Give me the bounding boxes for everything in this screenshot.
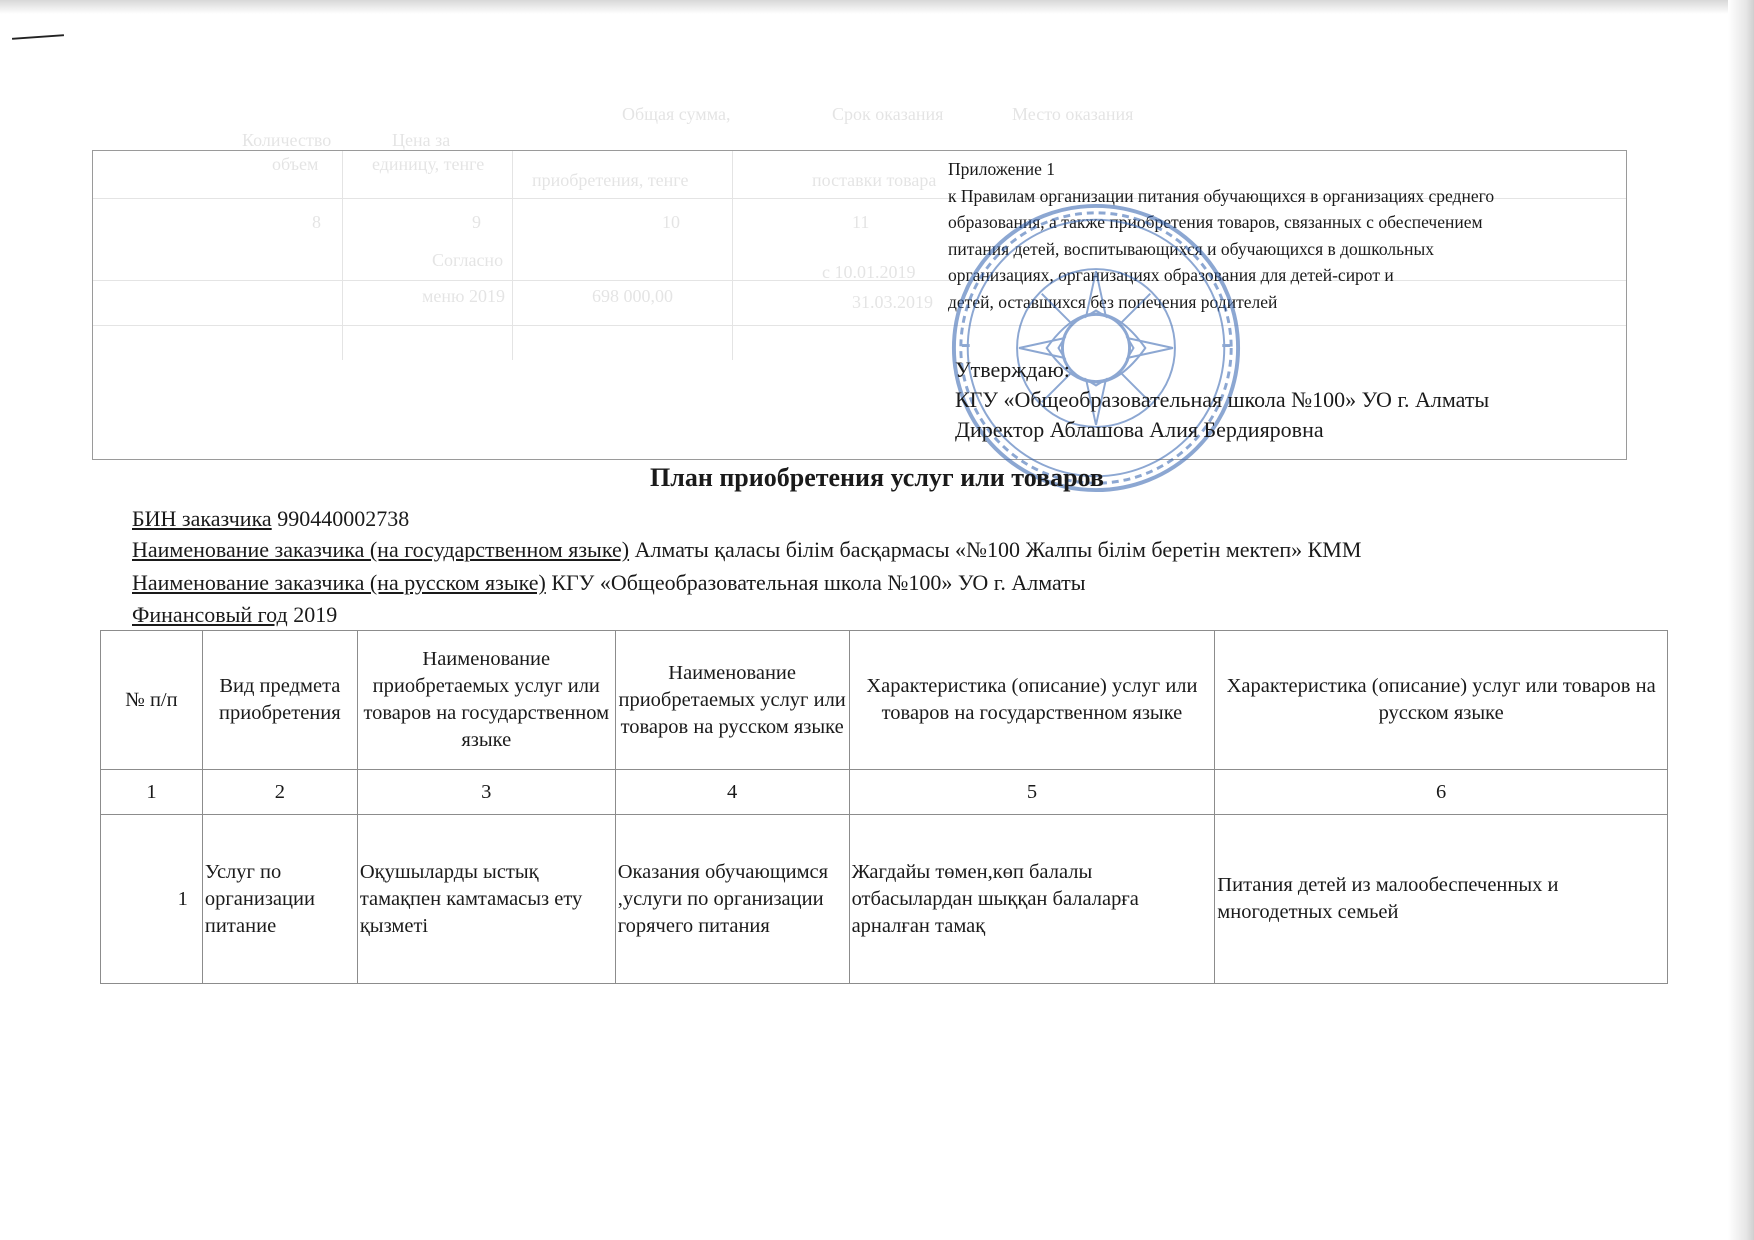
table-header-row: [101, 631, 1668, 770]
column-number: 2: [202, 770, 357, 815]
header-cell: Наименование приобретаемых услуг или товаров на русском языке: [615, 631, 849, 770]
approval-signature-block: [955, 355, 1489, 445]
name-ru-value: КГУ «Общеобразовательная школа №100» УО г. Алматы: [551, 570, 1086, 595]
header-cell: Характеристика (описание) услуг или товаров на государственном языке: [849, 631, 1215, 770]
year-label: Финансовый год: [132, 602, 288, 627]
ghost-text: Место оказания: [1012, 104, 1134, 124]
bin-value: 990440002738: [277, 506, 410, 531]
scan-edge-right: [1728, 0, 1754, 1240]
financial-year: [132, 602, 337, 628]
ghost-text: 11: [852, 212, 870, 232]
table-cell: Оказания обучающимся ,услуги по организации горячего питания: [615, 815, 849, 984]
scan-edge-top: [0, 0, 1754, 14]
appendix-line: детей, оставшихся без попечения родителей: [948, 291, 1278, 312]
column-number: 6: [1215, 770, 1668, 815]
ghost-text: Количество: [242, 130, 332, 150]
header-cell: № п/п: [101, 631, 203, 770]
column-number: 4: [615, 770, 849, 815]
procurement-plan-table: [100, 630, 1668, 984]
column-number: 1: [101, 770, 203, 815]
approval-organization: КГУ «Общеобразовательная школа №100» УО г. Алматы: [955, 387, 1490, 412]
column-number-row: [101, 770, 1668, 815]
ghost-text: с 10.01.2019: [822, 262, 916, 282]
ghost-text: 31.03.2019: [852, 292, 933, 312]
ghost-text: объем: [272, 154, 319, 174]
header-cell: Вид предмета приобретения: [202, 631, 357, 770]
ghost-text: 10: [662, 212, 680, 232]
ghost-text: 9: [472, 212, 481, 232]
customer-name-kz: [132, 537, 1361, 563]
table-cell: Питания детей из малообеспеченных и многодетных семьей: [1215, 815, 1668, 984]
appendix-line: Приложение 1: [948, 159, 1056, 179]
customer-bin: [132, 506, 409, 532]
bin-label: БИН заказчика: [132, 506, 272, 531]
approval-director: Директор Аблашова Алия Бердияровна: [955, 417, 1324, 442]
table-cell: 1: [101, 815, 203, 984]
ghost-text: приобретения, тенге: [532, 170, 689, 190]
table-cell: Оқушыларды ыстық тамақпен камтамасыз ету қызметі: [357, 815, 615, 984]
table-cell: Жагдайы төмен,көп балалы отбасылардан шыққан балаларға арналған тамақ: [849, 815, 1215, 984]
ghost-text: Цена за: [392, 130, 451, 150]
name-ru-label: Наименование заказчика (на русском языке): [132, 570, 546, 595]
name-kz-label: Наименование заказчика (на государственном языке): [132, 537, 630, 562]
scan-pen-mark: [12, 34, 64, 40]
document-title: План приобретения услуг или товаров: [650, 463, 1104, 492]
ghost-text: Срок оказания: [832, 104, 944, 124]
table-row: [101, 815, 1668, 984]
appendix-note: [948, 156, 1623, 315]
ghost-text: Согласно: [432, 250, 504, 270]
column-number: 5: [849, 770, 1215, 815]
name-kz-value: Алматы қаласы білім басқармасы «№100 Жалпы білім беретін мектеп» КММ: [634, 537, 1362, 562]
header-cell: Характеристика (описание) услуг или товаров на русском языке: [1215, 631, 1668, 770]
appendix-line: образования, а также приобретения товаров, связанных с обеспечением: [948, 212, 1483, 232]
ghost-text: 8: [312, 212, 321, 232]
customer-name-ru: [132, 570, 1086, 596]
appendix-line: к Правилам организации питания обучающихся в организациях среднего: [948, 185, 1495, 206]
ghost-text: Общая сумма,: [622, 104, 731, 124]
ghost-text: единицу, тенге: [372, 154, 485, 174]
appendix-line: питания детей, воспитывающихся и обучающихся в дошкольных: [948, 238, 1434, 259]
ghost-text: поставки товара: [812, 170, 937, 190]
approval-label: Утверждаю:: [955, 357, 1070, 382]
ghost-text: 698 000,00: [592, 286, 673, 306]
table-cell: Услуг по организации питание: [202, 815, 357, 984]
header-cell: Наименование приобретаемых услуг или товаров на государственном языке: [357, 631, 615, 770]
column-number: 3: [357, 770, 615, 815]
year-value: 2019: [293, 602, 338, 627]
appendix-line: организациях, организациях образования для детей-сирот и: [948, 265, 1394, 285]
ghost-text: меню 2019: [422, 286, 505, 306]
